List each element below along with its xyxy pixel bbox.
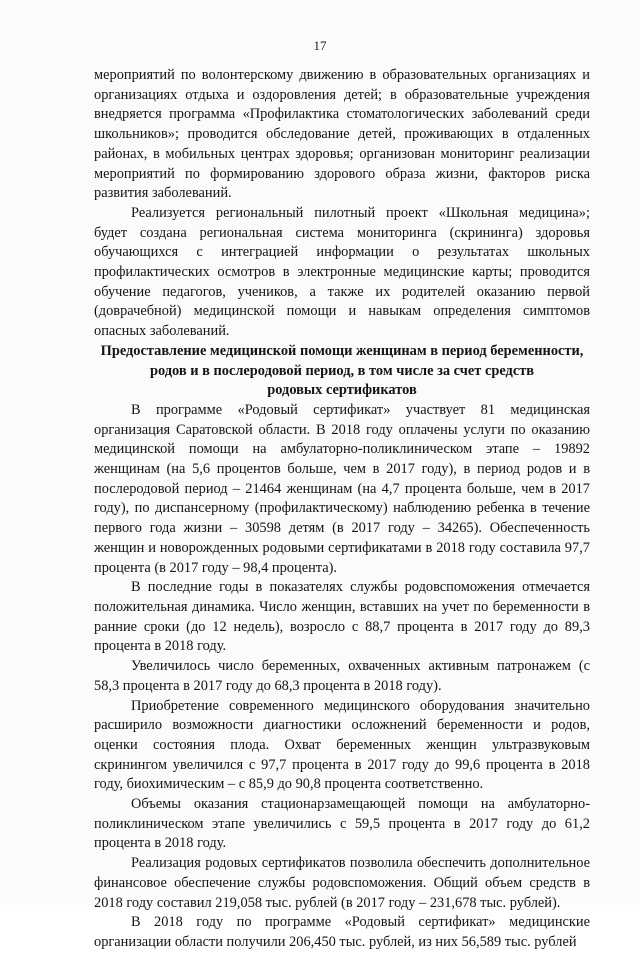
- section-heading: [94, 342, 590, 401]
- document-body: [94, 66, 590, 953]
- paragraph-equipment: Приобретение современного медицинского оборудования значительно расширило возможности диагностики осложнений беременности и родов, оценки состояния плода. Охват беременных женщин ультразвуковым скринингом увеличился с 97,7 процента в 2017 году до 99,6 процента в 2018 году, биохимическим – с 85,9 до 90,8 процента соответственно.: [94, 697, 590, 793]
- paragraph-funds-received: В 2018 году по программе «Родовый сертификат» медицинские организации области получили 206,450 тыс. рублей, из них 56,589 тыс. рублей: [94, 914, 590, 950]
- page-number: 17: [313, 38, 327, 53]
- section-heading-line-3: родовых сертификатов: [267, 382, 417, 399]
- paragraph-financing: Реализация родовых сертификатов позволила обеспечить дополнительное финансовое обеспечение службы родовспоможения. Общий объем средств в 2018 году составил 219,058 тыс. рублей (в 2017 году – 231,678 тыс. рублей).: [94, 855, 590, 911]
- section-heading-line-1: Предоставление медицинской помощи женщинам в период беременности,: [100, 342, 584, 359]
- paragraph-outpatient-care: Объемы оказания стационарзамещающей помощи на амбулаторно-поликлиническом этапе увеличились с 59,5 процента в 2017 году до 61,2 процента в 2018 году.: [94, 796, 590, 852]
- paragraph-positive-dynamics: В последние годы в показателях службы родовспоможения отмечается положительная динамика. Число женщин, вставших на учет по беременности в ранние сроки (до 12 недель), возросло с 88,7 процента в 2017 году до 89,3 процента в 2018 году.: [94, 579, 590, 655]
- section-heading-line-2: родов и в послеродовой период, в том числе за счет средств: [149, 362, 535, 379]
- paragraph-school-medicine: Реализуется региональный пилотный проект «Школьная медицина»; будет создана региональная система мониторинга (скрининга) здоровья обучающихся с интеграцией информации о результатах школьных профилактических осмотров в электронные медицинские карты; проводится обучение педагогов, учеников, а также их родителей оказанию первой (доврачебной) медицинской помощи и навыкам определения симптомов опасных заболеваний.: [94, 204, 590, 340]
- paragraph-birth-certificate-program: В программе «Родовый сертификат» участвует 81 медицинская организация Саратовской области. В 2018 году оплачены услуги по оказанию медицинской помощи на амбулаторно-поликлиническом этапе – 19892 женщинам (на 5,6 процентов больше, чем в 2017 году), в период родов и в послеродовой период – 21464 женщинам (на 4,7 процента больше, чем в 2017 году), по диспансерному (профилактическому) наблюдению ребенка в течение первого года жизни – 30598 детям (в 2017 году – 34265). Обеспеченность женщин и новорожденных родовыми сертификатами в 2018 году составила 97,7 процента (в 2017 году – 98,4 процента).: [94, 401, 590, 576]
- paragraph-continuation: мероприятий по волонтерскому движению в образовательных организациях и организациях отдыха и оздоровления детей; в образовательные учреждения внедряется программа «Профилактика стоматологических заболеваний среди школьников»; проводится обследование детей, проживающих в отдаленных районах, в мобильных центрах здоровья; организован мониторинг реализации мероприятий по формированию здорового образа жизни, факторов риска развития заболеваний.: [94, 67, 590, 202]
- paragraph-patronage: Увеличилось число беременных, охваченных активным патронажем (с 58,3 процента в 2017 году до 68,3 процента в 2018 году).: [94, 658, 590, 694]
